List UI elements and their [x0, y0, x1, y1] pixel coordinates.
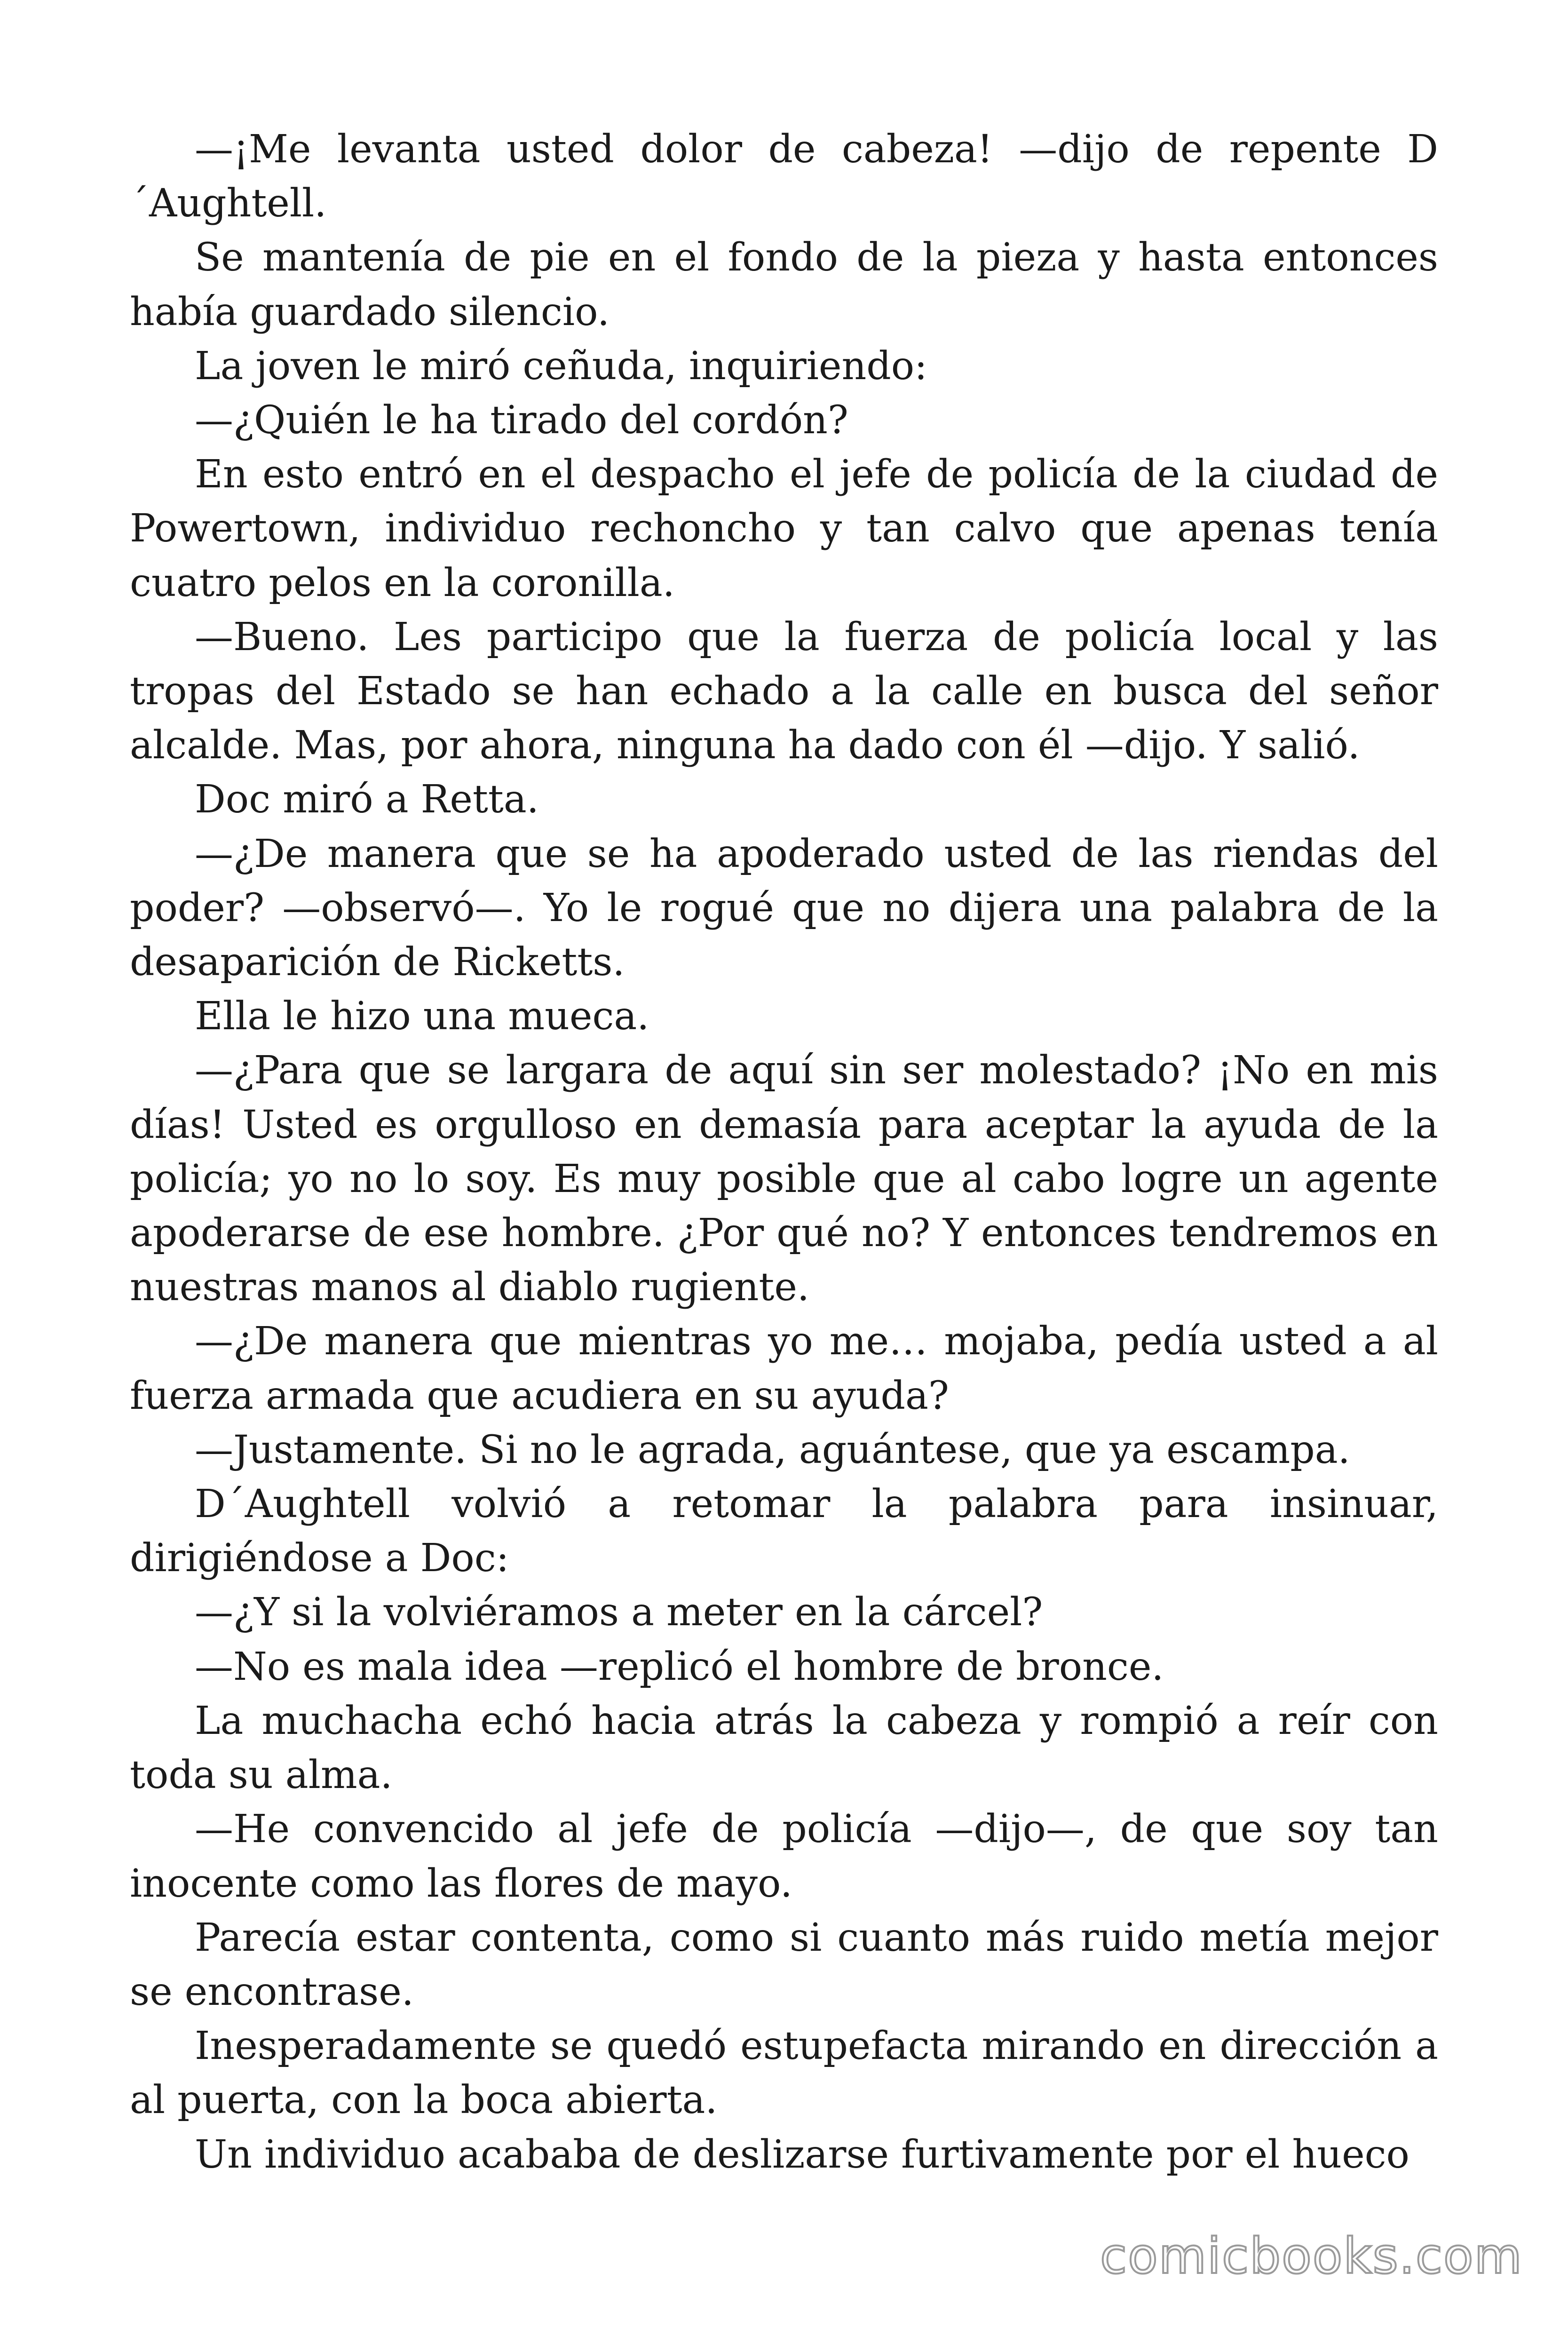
paragraph: —¿Y si la volviéramos a meter en la cárcel?	[195, 1590, 1043, 1635]
paragraph: Inesperadamente se quedó estupefacta mirando en dirección a al puerta, con la boca abierta.	[130, 2024, 1438, 2123]
paragraph: D´Aughtell volvió a retomar la palabra para insinuar, dirigiéndose a Doc:	[130, 1482, 1438, 1581]
paragraph: En esto entró en el despacho el jefe de policía de la ciudad de Powertown, individuo rechoncho y tan calvo que apenas tenía cuatro pelos en la coronilla.	[130, 452, 1438, 605]
paragraph: —¿Para que se largara de aquí sin ser molestado? ¡No en mis días! Usted es orgulloso en demasía para aceptar la ayuda de la policía; yo no lo soy. Es muy posible que al cabo logre un agente apoderarse de ese hombre. ¿Por qué no? Y entonces tendremos en nuestras manos al diablo rugiente.	[130, 1048, 1438, 1310]
paragraph: La joven le miró ceñuda, inquiriendo:	[195, 343, 927, 389]
paragraph: Parecía estar contenta, como si cuanto más ruido metía mejor se encontrase.	[130, 1915, 1438, 2014]
paragraph: Un individuo acababa de deslizarse furtivamente por el hueco	[195, 2132, 1410, 2177]
paragraph: —No es mala idea —replicó el hombre de bronce.	[195, 1644, 1164, 1689]
paragraph: Se mantenía de pie en el fondo de la pieza y hasta entonces había guardado silencio.	[130, 235, 1438, 334]
paragraph: —Bueno. Les participo que la fuerza de policía local y las tropas del Estado se han echado a la calle en busca del señor alcalde. Mas, por ahora, ninguna ha dado con él —dijo. Y salió.	[130, 614, 1438, 768]
paragraph: —He convencido al jefe de policía —dijo—, de que soy tan inocente como las flores de mayo.	[130, 1807, 1438, 1906]
paragraph: —¿De manera que mientras yo me… mojaba, pedía usted a al fuerza armada que acudiera en su ayuda?	[130, 1319, 1438, 1418]
paragraph: La muchacha echó hacia atrás la cabeza y rompió a reír con toda su alma.	[130, 1698, 1438, 1798]
paragraph: —¡Me levanta usted dolor de cabeza! —dijo de repente D ´Aughtell.	[130, 127, 1438, 226]
paragraph: —¿De manera que se ha apoderado usted de las riendas del poder? —observó—. Yo le rogué que no dijera una palabra de la desaparición de Ricketts.	[130, 831, 1438, 985]
paragraph: —¿Quién le ha tirado del cordón?	[195, 398, 848, 443]
paragraph: Doc miró a Retta.	[195, 777, 539, 822]
paragraph: —Justamente. Si no le agrada, aguántese, que ya escampa.	[195, 1427, 1350, 1472]
watermark: comicbooks.com	[1100, 2227, 1523, 2285]
body-text	[130, 122, 1438, 2182]
paragraph: Ella le hizo una mueca.	[195, 994, 649, 1039]
